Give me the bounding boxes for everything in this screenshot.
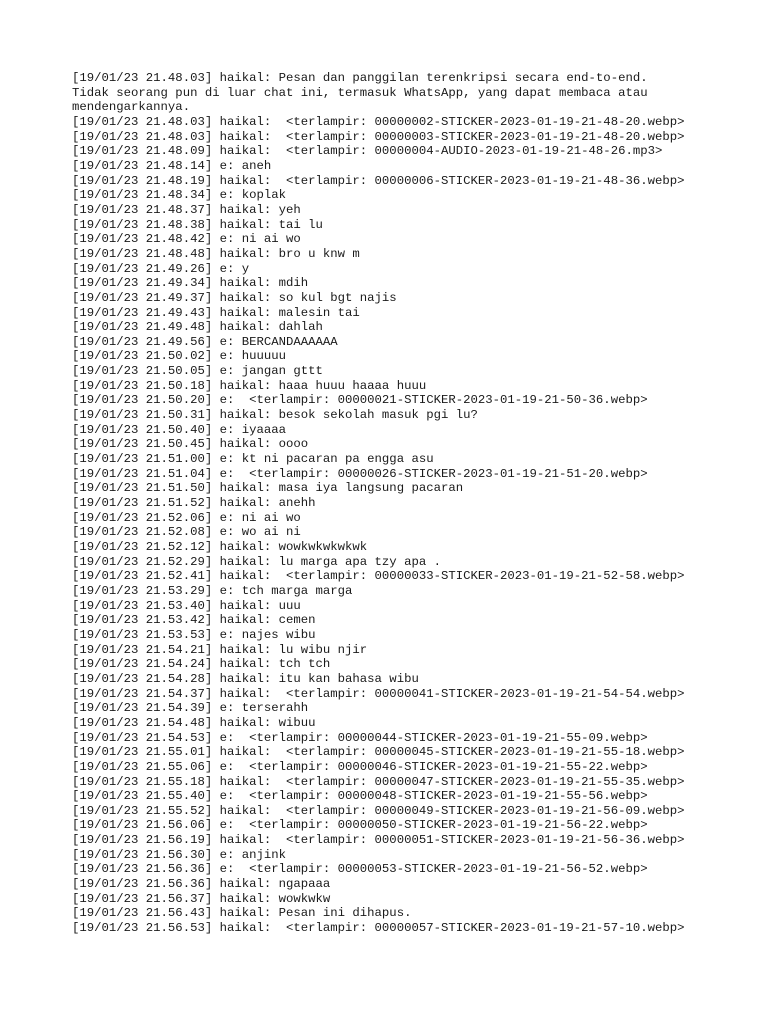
message-line: [19/01/23 21.51.50] haikal: masa iya langsung pacaran bbox=[72, 481, 464, 496]
intro-line: [19/01/23 21.48.03] haikal: Pesan dan panggilan terenkripsi secara end-to-end. bbox=[72, 71, 648, 85]
message-line: [19/01/23 21.49.34] haikal: mdih bbox=[72, 276, 309, 291]
message-line: [19/01/23 21.52.29] haikal: lu marga apa tzy apa . bbox=[72, 554, 441, 569]
message-line: [19/01/23 21.49.48] haikal: dahlah bbox=[72, 320, 323, 335]
message-line: [19/01/23 21.50.31] haikal: besok sekolah masuk pgi lu? bbox=[72, 408, 478, 423]
message-line: [19/01/23 21.56.06] e: <terlampir: 00000050-STICKER-2023-01-19-21-56-22.webp> bbox=[72, 818, 648, 833]
message-line: [19/01/23 21.49.37] haikal: so kul bgt najis bbox=[72, 290, 397, 305]
message-line: [19/01/23 21.56.36] haikal: ngapaaa bbox=[72, 877, 331, 892]
message-line: [19/01/23 21.54.48] haikal: wibuu bbox=[72, 715, 316, 730]
message-line: [19/01/23 21.53.53] e: najes wibu bbox=[72, 627, 316, 642]
message-line: [19/01/23 21.48.37] haikal: yeh bbox=[72, 202, 301, 217]
message-line: [19/01/23 21.55.01] haikal: <terlampir: 00000045-STICKER-2023-01-19-21-55-18.webp> bbox=[72, 745, 685, 760]
message-line: [19/01/23 21.48.14] e: aneh bbox=[72, 158, 272, 173]
message-line: [19/01/23 21.54.37] haikal: <terlampir: 00000041-STICKER-2023-01-19-21-54-54.webp> bbox=[72, 686, 685, 701]
message-line: [19/01/23 21.54.28] haikal: itu kan bahasa wibu bbox=[72, 671, 419, 686]
message-line: [19/01/23 21.51.04] e: <terlampir: 00000026-STICKER-2023-01-19-21-51-20.webp> bbox=[72, 466, 648, 481]
message-line: [19/01/23 21.52.06] e: ni ai wo bbox=[72, 510, 301, 525]
message-line: [19/01/23 21.49.43] haikal: malesin tai bbox=[72, 305, 360, 320]
message-line: [19/01/23 21.48.19] haikal: <terlampir: 00000006-STICKER-2023-01-19-21-48-36.webp> bbox=[72, 173, 685, 188]
message-line: [19/01/23 21.56.43] haikal: Pesan ini dihapus. bbox=[72, 906, 412, 921]
message-line: [19/01/23 21.48.34] e: koplak bbox=[72, 188, 287, 203]
message-line: [19/01/23 21.53.42] haikal: cemen bbox=[72, 613, 316, 628]
message-line: [19/01/23 21.54.24] haikal: tch tch bbox=[72, 657, 331, 672]
message-line: [19/01/23 21.48.09] haikal: <terlampir: 00000004-AUDIO-2023-01-19-21-48-26.mp3> bbox=[72, 144, 663, 159]
message-line: [19/01/23 21.49.56] e: BERCANDAAAAAA bbox=[72, 334, 338, 349]
message-line: [19/01/23 21.54.53] e: <terlampir: 00000044-STICKER-2023-01-19-21-55-09.webp> bbox=[72, 730, 648, 745]
message-line: [19/01/23 21.56.36] e: <terlampir: 00000053-STICKER-2023-01-19-21-56-52.webp> bbox=[72, 862, 648, 877]
message-line: [19/01/23 21.56.30] e: anjink bbox=[72, 847, 287, 862]
message-line: [19/01/23 21.55.52] haikal: <terlampir: 00000049-STICKER-2023-01-19-21-56-09.webp> bbox=[72, 803, 685, 818]
message-line: [19/01/23 21.50.18] haikal: haaa huuu haaaa huuu bbox=[72, 378, 427, 393]
message-line: [19/01/23 21.53.40] haikal: uuu bbox=[72, 598, 301, 613]
message-line: [19/01/23 21.55.06] e: <terlampir: 00000046-STICKER-2023-01-19-21-55-22.webp> bbox=[72, 759, 648, 774]
message-line: [19/01/23 21.56.19] haikal: <terlampir: 00000051-STICKER-2023-01-19-21-56-36.webp> bbox=[72, 833, 685, 848]
message-line: [19/01/23 21.49.26] e: y bbox=[72, 261, 250, 276]
message-line: [19/01/23 21.52.41] haikal: <terlampir: 00000033-STICKER-2023-01-19-21-52-58.webp> bbox=[72, 569, 685, 584]
message-line: [19/01/23 21.52.08] e: wo ai ni bbox=[72, 525, 301, 540]
intro-line: mendengarkannya. bbox=[72, 100, 191, 115]
message-line: [19/01/23 21.48.38] haikal: tai lu bbox=[72, 217, 323, 232]
message-line: [19/01/23 21.48.48] haikal: bro u knw m bbox=[72, 246, 360, 261]
message-line: [19/01/23 21.48.42] e: ni ai wo bbox=[72, 232, 301, 247]
message-line: [19/01/23 21.56.53] haikal: <terlampir: 00000057-STICKER-2023-01-19-21-57-10.webp> bbox=[72, 921, 685, 936]
message-line: [19/01/23 21.51.52] haikal: anehh bbox=[72, 496, 316, 511]
message-line: [19/01/23 21.50.05] e: jangan gttt bbox=[72, 364, 323, 379]
message-line: [19/01/23 21.50.02] e: huuuuu bbox=[72, 349, 287, 364]
message-line: [19/01/23 21.56.37] haikal: wowkwkw bbox=[72, 891, 331, 906]
intro-line: Tidak seorang pun di luar chat ini, termasuk WhatsApp, yang dapat membaca atau bbox=[72, 85, 648, 100]
message-line: [19/01/23 21.55.40] e: <terlampir: 00000048-STICKER-2023-01-19-21-55-56.webp> bbox=[72, 789, 648, 804]
message-list bbox=[72, 115, 712, 936]
message-line: [19/01/23 21.54.21] haikal: lu wibu njir bbox=[72, 642, 368, 657]
message-line: [19/01/23 21.48.03] haikal: <terlampir: 00000003-STICKER-2023-01-19-21-48-20.webp> bbox=[72, 129, 685, 144]
message-line: [19/01/23 21.51.00] e: kt ni pacaran pa engga asu bbox=[72, 452, 434, 467]
message-line: [19/01/23 21.54.39] e: terserahh bbox=[72, 701, 309, 716]
message-line: [19/01/23 21.48.03] haikal: <terlampir: 00000002-STICKER-2023-01-19-21-48-20.webp> bbox=[72, 114, 685, 129]
message-line: [19/01/23 21.55.18] haikal: <terlampir: 00000047-STICKER-2023-01-19-21-55-35.webp> bbox=[72, 774, 685, 789]
chat-transcript bbox=[72, 71, 712, 936]
message-line: [19/01/23 21.52.12] haikal: wowkwkwkwkwk bbox=[72, 540, 368, 554]
message-line: [19/01/23 21.50.20] e: <terlampir: 00000021-STICKER-2023-01-19-21-50-36.webp> bbox=[72, 393, 648, 408]
message-line: [19/01/23 21.50.45] haikal: oooo bbox=[72, 437, 309, 452]
message-line: [19/01/23 21.53.29] e: tch marga marga bbox=[72, 583, 353, 598]
message-line: [19/01/23 21.50.40] e: iyaaaa bbox=[72, 422, 287, 437]
